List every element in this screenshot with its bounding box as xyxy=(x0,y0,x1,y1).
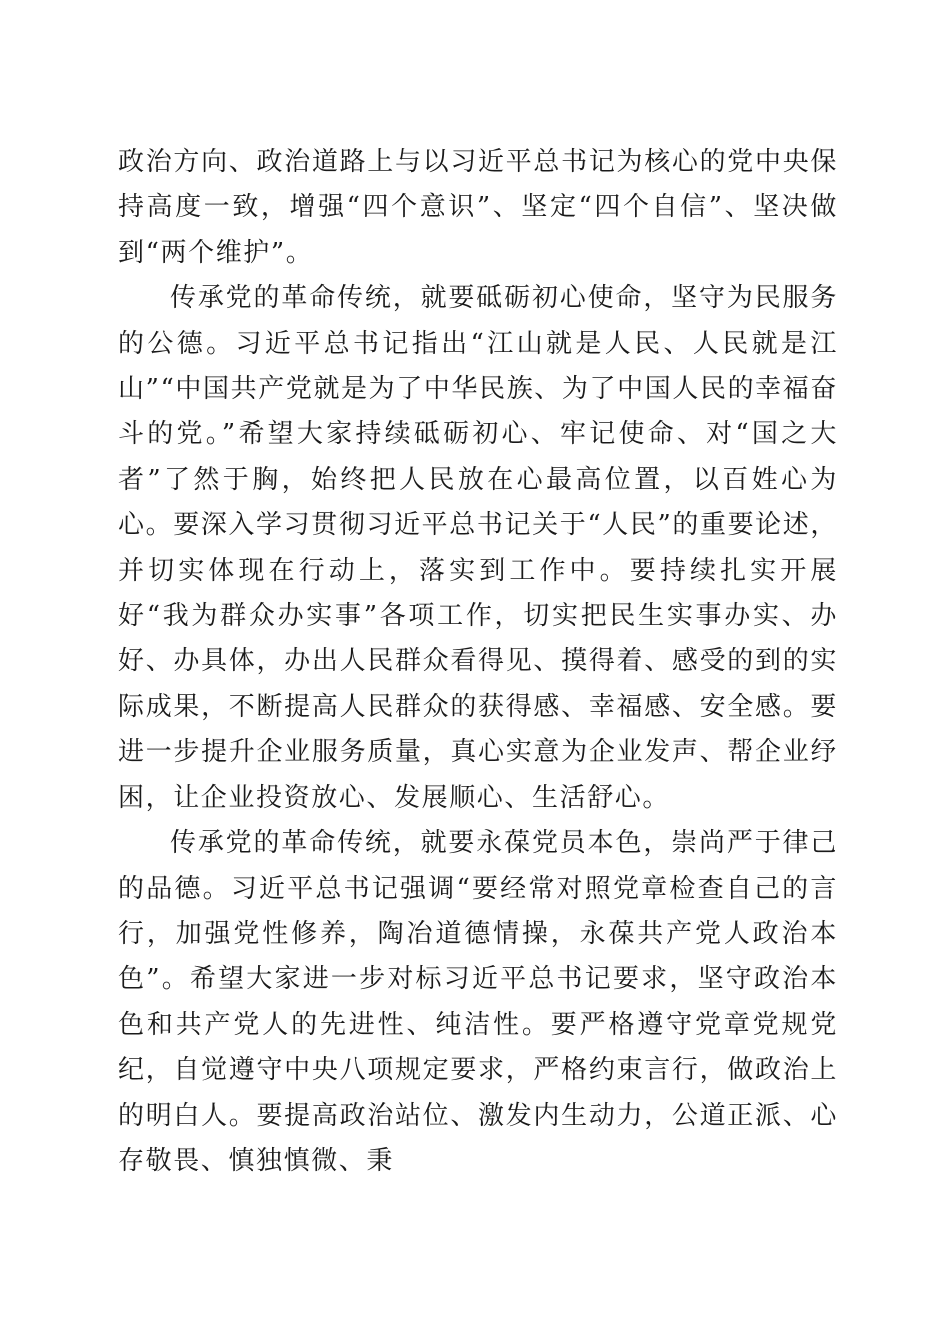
paragraph-serve-people: 传承党的革命传统，就要砥砺初心使命，坚守为民服务的公德。习近平总书记指出“江山就是人民、人民就是江山”“中国共产党就是为了中华民族、为了中国人民的幸福奋斗的党。”希望大家持续砥砺初心、牢记使命、对“国之大者”了然于胸，始终把人民放在心最高位置，以百姓心为心。要深入学习贯彻习近平总书记关于“人民”的重要论述，并切实体现在行动上，落实到工作中。要持续扎实开展好“我为群众办实事”各项工作，切实把民生实事办实、办好、办具体，办出人民群众看得见、摸得着、感受的到的实际成果，不断提高人民群众的获得感、幸福感、安全感。要进一步提升企业服务质量，真心实意为企业发声、帮企业纾困，让企业投资放心、发展顺心、生活舒心。 xyxy=(118,283,838,813)
paragraph-party-member-character: 传承党的革命传统，就要永葆党员本色，崇尚严于律己的品德。习近平总书记强调“要经常对照党章检查自己的言行，加强党性修养，陶冶道德情操，永葆共产党人政治本色”。希望大家进一步对标习近平总书记要求，坚守政治本色和共产党人的先进性、纯洁性。要严格遵守党章党规党纪，自觉遵守中央八项规定要求，严格约束言行，做政治上的明白人。要提高政治站位、激发内生动力，公道正派、心存敬畏、慎独慎微、秉 xyxy=(118,828,838,1176)
paragraph-continuation: 政治方向、政治道路上与以习近平总书记为核心的党中央保持高度一致，增强“四个意识”、坚定“四个自信”、坚决做到“两个维护”。 xyxy=(118,147,838,268)
document-body xyxy=(118,140,838,1184)
